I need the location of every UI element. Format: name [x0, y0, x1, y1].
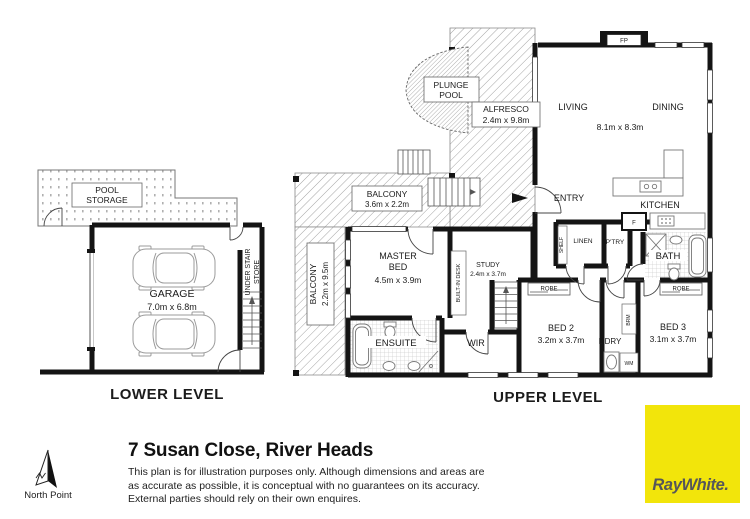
living-label: LIVING: [558, 102, 588, 112]
fireplace-label: FP: [620, 38, 628, 45]
disclaimer-line: This plan is for illustration purposes only. Although dimensions and areas are: [128, 466, 485, 478]
garage-door: [87, 249, 95, 351]
kitchen-bench: [650, 213, 705, 229]
alfresco-dims: 2.4m x 9.8m: [482, 115, 530, 125]
master-bed-dims: 4.5m x 3.9m: [374, 275, 422, 285]
shelf-label: SHELF: [559, 236, 565, 254]
raywhite-logo-text: RayWhite.: [652, 476, 729, 494]
bed3-label: BED 3: [659, 322, 687, 332]
ensuite-label: ENSUITE: [375, 338, 417, 349]
balcony-side-label: BALCONY: [308, 263, 318, 305]
garage-dims: 7.0m x 6.8m: [147, 302, 197, 312]
under-stair-label: UNDER STAIR: [245, 248, 252, 296]
under-stair-label2: STORE: [254, 260, 261, 284]
washer-label: WM: [624, 361, 634, 367]
pool-storage-label2: STORAGE: [86, 195, 128, 205]
car-bottom: [133, 312, 215, 356]
built-in-desk-label: BUILT-IN DESK: [456, 263, 462, 303]
lower-level-label: LOWER LEVEL: [110, 386, 224, 403]
robe-bed2-label: ROBE: [540, 286, 558, 293]
pool-storage-label: POOL: [95, 185, 119, 195]
plunge-pool-label: PLUNGE: [433, 80, 469, 90]
entry-label: ENTRY: [553, 193, 585, 203]
dining-label: DINING: [652, 102, 684, 112]
disclaimer-line: as accurate as possible, it is conceptual with no guarantees on its accuracy.: [128, 479, 480, 492]
upper-level-label: UPPER LEVEL: [493, 389, 603, 406]
laundry-fixtures: [604, 352, 619, 372]
kitchen-island: [613, 150, 683, 196]
living-dining-dims: 8.1m x 8.3m: [596, 122, 644, 132]
garage-label: GARAGE: [149, 288, 195, 300]
page-title: 7 Susan Close, River Heads: [128, 440, 374, 461]
bath-label: BATH: [655, 251, 681, 262]
disclaimer: [128, 466, 484, 507]
fridge: [622, 213, 646, 230]
robe-bed3-box: [660, 283, 702, 295]
laundry-label: L'DRY: [598, 337, 622, 346]
raywhite-logo: [645, 405, 740, 503]
car-top: [133, 246, 215, 290]
wir-label: WIR: [467, 338, 485, 348]
balcony-side-dims: 2.2m x 9.5m: [321, 261, 330, 307]
linen-label: LINEN: [573, 238, 593, 245]
balcony-top-label: BALCONY: [366, 189, 408, 199]
fireplace: [600, 31, 648, 47]
disclaimer-line: External parties should rely on their own enquires.: [128, 493, 361, 505]
master-bed-label: MASTER: [379, 251, 417, 261]
master-bed-label2: BED: [388, 262, 408, 272]
lower-level-plan: [38, 170, 264, 403]
robe-bed3-label: ROBE: [672, 286, 690, 293]
robe-bed2-box: [528, 283, 570, 295]
balcony-top-dims: 3.6m x 2.2m: [364, 200, 410, 209]
study-dims: 2.4m x 3.7m: [470, 271, 506, 278]
plunge-pool-label2: POOL: [439, 90, 463, 100]
alfresco-label: ALFRESCO: [483, 104, 529, 114]
kitchen-label: KITCHEN: [640, 200, 680, 210]
north-point-label: North Point: [24, 490, 72, 501]
interior-stairs: [495, 282, 518, 328]
bed2-dims: 3.2m x 3.7m: [537, 335, 585, 345]
fridge-label: F: [632, 220, 636, 227]
broom-label: BRM: [626, 314, 632, 326]
bed2-label: BED 2: [547, 323, 575, 333]
lower-stairs: [243, 292, 262, 348]
upper-level-plan: [293, 28, 713, 406]
north-point-icon: [26, 448, 70, 492]
study-label: STUDY: [476, 262, 500, 269]
pantry-label: P'TRY: [605, 239, 625, 246]
bed3-dims: 3.1m x 3.7m: [649, 334, 697, 344]
